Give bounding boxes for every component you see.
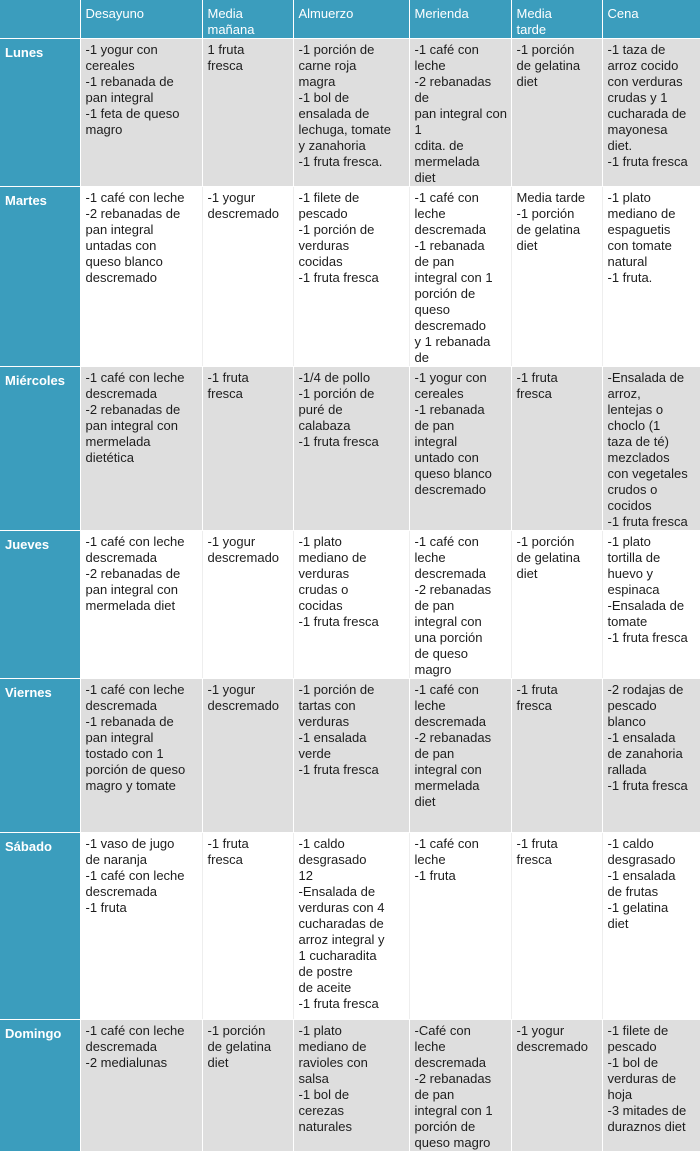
meal-cell: -1 fruta fresca [511, 679, 602, 833]
meal-cell: -1 fruta fresca [202, 367, 293, 531]
table-row [0, 187, 700, 367]
day-label: Miércoles [0, 367, 80, 531]
table-row [0, 39, 700, 187]
day-label: Martes [0, 187, 80, 367]
meal-cell: -1 café con leche descremada -1 rebanada de pan integral tostado con 1 porción de queso magro y tomate [80, 679, 202, 833]
meal-cell: -1 caldo desgrasado -1 ensalada de frutas -1 gelatina diet [602, 833, 700, 1020]
day-label: Domingo [0, 1020, 80, 1152]
corner-cell [0, 0, 80, 39]
header-cena: Cena [602, 0, 700, 39]
meal-cell: -1 fruta fresca [202, 833, 293, 1020]
meal-cell: -1 plato tortilla de huevo y espinaca -Ensalada de tomate -1 fruta fresca [602, 531, 700, 679]
meal-cell: -1 yogur con cereales -1 rebanada de pan integral -1 feta de queso magro [80, 39, 202, 187]
meal-cell: -1 porción de gelatina diet [202, 1020, 293, 1152]
meal-cell: -1 porción de gelatina diet [511, 531, 602, 679]
meal-cell: -1 café con leche descremada -2 rebanadas de pan integral con mermelada dietética [80, 367, 202, 531]
meal-cell: -1 filete de pescado -1 bol de verduras de hoja -3 mitades de duraznos diet [602, 1020, 700, 1152]
meal-cell: -1 porción de tartas con verduras -1 ensalada verde -1 fruta fresca [293, 679, 409, 833]
meal-cell: Media tarde -1 porción de gelatina diet [511, 187, 602, 367]
meal-cell: -1 filete de pescado -1 porción de verduras cocidas -1 fruta fresca [293, 187, 409, 367]
meal-cell: -1 porción de carne roja magra -1 bol de ensalada de lechuga, tomate y zanahoria -1 fruta fresca. [293, 39, 409, 187]
day-label: Viernes [0, 679, 80, 833]
table-row [0, 679, 700, 833]
header-media-manana: Media mañana [202, 0, 293, 39]
meal-cell: -1 café con leche -2 rebanadas de pan integral con 1 cdita. de mermelada diet [409, 39, 511, 187]
meal-cell: -1 café con leche -1 fruta [409, 833, 511, 1020]
header-merienda: Merienda [409, 0, 511, 39]
meal-cell: -1 café con leche descremada -2 rebanadas de pan integral con mermelada diet [409, 679, 511, 833]
meal-cell: -1 café con leche descremada -2 medialunas [80, 1020, 202, 1152]
meal-cell: -1 vaso de jugo de naranja -1 café con leche descremada -1 fruta [80, 833, 202, 1020]
meal-cell: -1 yogur descremado [511, 1020, 602, 1152]
meal-cell: -2 rodajas de pescado blanco -1 ensalada de zanahoria rallada -1 fruta fresca [602, 679, 700, 833]
meal-cell: -Café con leche descremada -2 rebanadas de pan integral con 1 porción de queso magro [409, 1020, 511, 1152]
table-row [0, 531, 700, 679]
table-row [0, 367, 700, 531]
meal-cell: -1 café con leche descremada -1 rebanada de pan integral con 1 porción de queso descremado y 1 rebanada de [409, 187, 511, 367]
day-label: Jueves [0, 531, 80, 679]
header-desayuno: Desayuno [80, 0, 202, 39]
meal-cell: -1 yogur descremado [202, 187, 293, 367]
meal-cell: -1 fruta fresca [511, 367, 602, 531]
table-row [0, 833, 700, 1020]
meal-cell: -Ensalada de arroz, lentejas o choclo (1 taza de té) mezclados con vegetales crudos o cocidos -1 fruta fresca [602, 367, 700, 531]
meal-cell: -1 yogur con cereales -1 rebanada de pan integral untado con queso blanco descremado [409, 367, 511, 531]
meal-cell: -1 plato mediano de espaguetis con tomate natural -1 fruta. [602, 187, 700, 367]
meal-cell: -1 yogur descremado [202, 679, 293, 833]
meal-cell: -1 yogur descremado [202, 531, 293, 679]
header-almuerzo: Almuerzo [293, 0, 409, 39]
meal-cell: 1 fruta fresca [202, 39, 293, 187]
meal-cell: -1 café con leche descremada -2 rebanadas de pan integral con una porción de queso magro [409, 531, 511, 679]
meal-cell: -1 fruta fresca [511, 833, 602, 1020]
table-row [0, 1020, 700, 1152]
meal-cell: -1 café con leche -2 rebanadas de pan integral untadas con queso blanco descremado [80, 187, 202, 367]
meal-cell: -1 taza de arroz cocido con verduras crudas y 1 cucharada de mayonesa diet. -1 fruta fresca [602, 39, 700, 187]
meal-cell: -1/4 de pollo -1 porción de puré de calabaza -1 fruta fresca [293, 367, 409, 531]
header-row [0, 0, 700, 39]
header-media-tarde: Media tarde [511, 0, 602, 39]
meal-cell: -1 plato mediano de verduras crudas o cocidas -1 fruta fresca [293, 531, 409, 679]
day-label: Lunes [0, 39, 80, 187]
meal-cell: -1 plato mediano de ravioles con salsa -1 bol de cerezas naturales [293, 1020, 409, 1152]
meal-cell: -1 café con leche descremada -2 rebanadas de pan integral con mermelada diet [80, 531, 202, 679]
meal-cell: -1 caldo desgrasado 12 -Ensalada de verduras con 4 cucharadas de arroz integral y 1 cucharadita de postre de aceite -1 fruta fresca [293, 833, 409, 1020]
day-label: Sábado [0, 833, 80, 1020]
meal-cell: -1 porción de gelatina diet [511, 39, 602, 187]
